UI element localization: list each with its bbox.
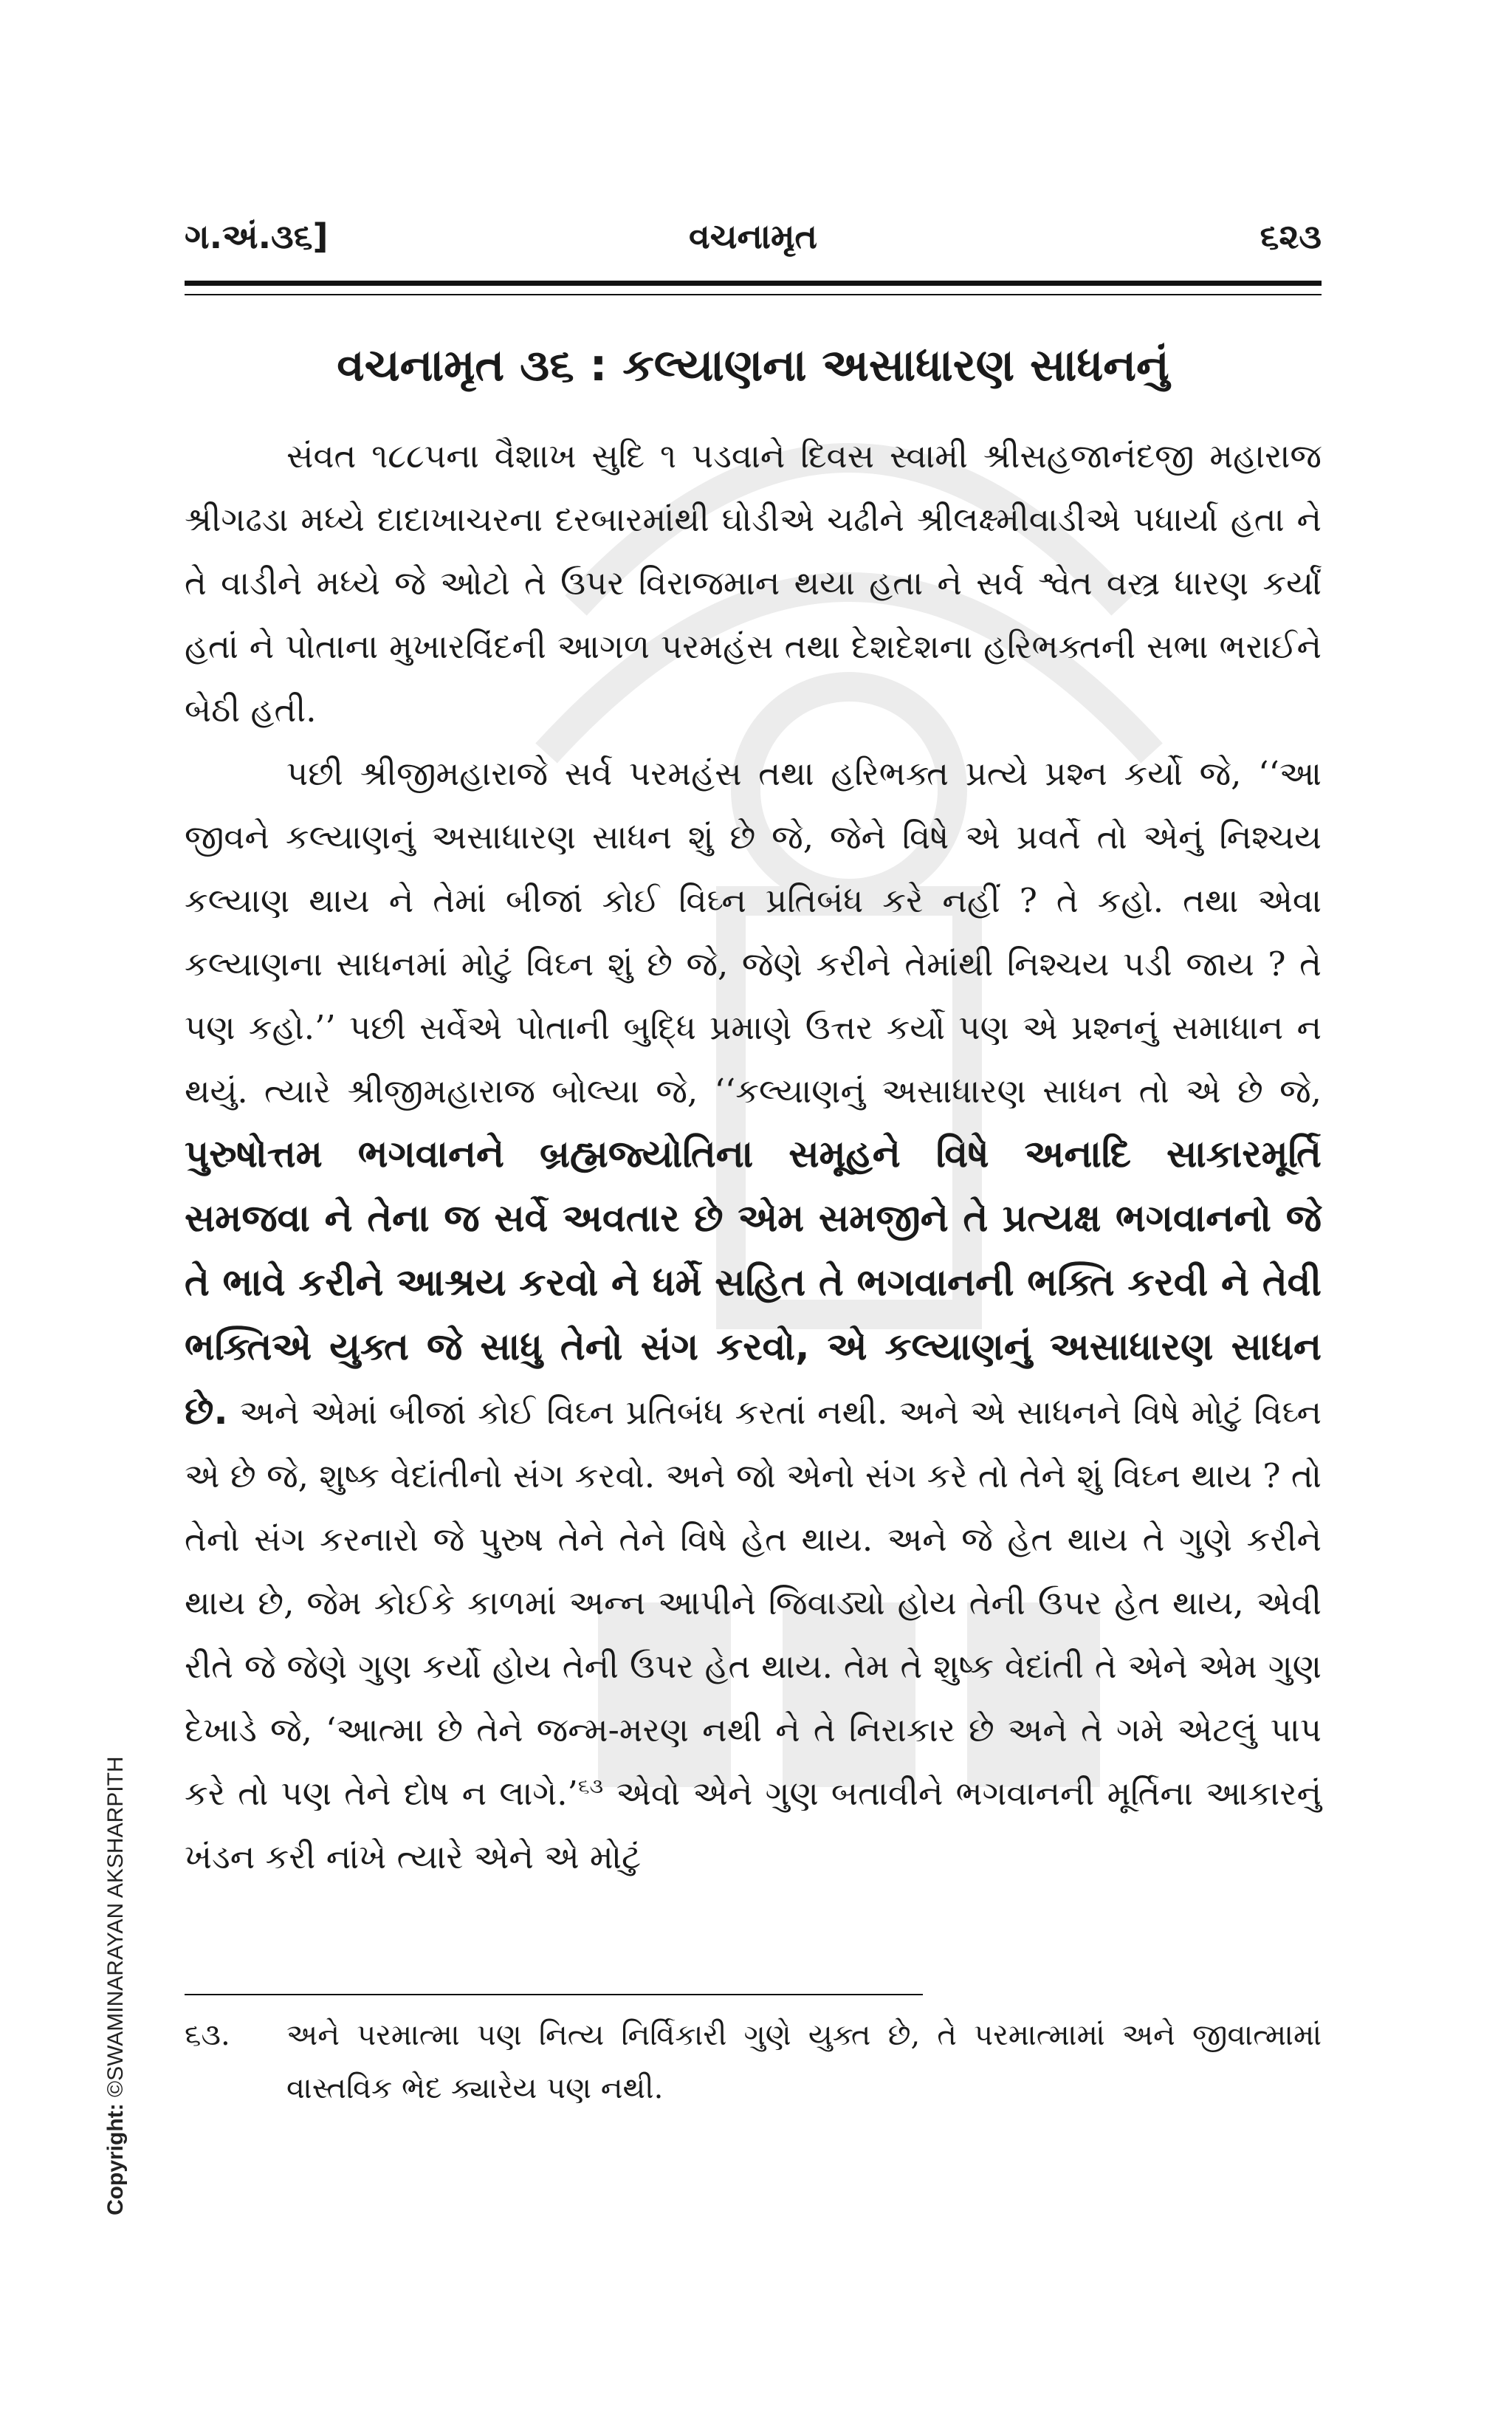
footnote-number: ૬૩. [185, 2018, 230, 2052]
emphasized-answer: પુરુષોત્તમ ભગવાનને બ્રહ્મજ્યોતિના સમૂહને વિષે અનાદિ સાકારમૂર્તિ સમજવા ને તેના જ સર્વે અવતાર છે એમ સમજીને તે પ્રત્યક્ષ ભગવાનનો જે તે ભાવે કરીને આશ્રય કરવો ને ધર્મે સહિત તે ભગવાનની ભક્તિ કરવી ને તેવી ભક્તિએ યુક્ત જે સાધુ તેનો સંગ કરવો, એ કલ્યાણનું અસાધારણ સાધન છે. [185, 1133, 1322, 1433]
copyright-notice [103, 1756, 128, 2215]
header-rule-thick [185, 281, 1322, 286]
copyright-label: Copyright: [103, 2103, 128, 2215]
footnote-rule [185, 1994, 923, 1995]
paragraph-text: એવો એને ગુણ બતાવીને ભગવાનની મૂર્તિના આકારનું ખંડન કરી નાંખે ત્યારે એને એ મોટું [185, 1774, 1322, 1876]
page-number: ૬૨૩ [1260, 216, 1322, 256]
section-reference: ગ.અં.૩૬] [185, 216, 329, 256]
paragraph-intro: સંવત ૧૮૮૫ના વૈશાખ સુદિ ૧ પડવાને દિવસ સ્વામી શ્રીસહજાનંદજી મહારાજ શ્રીગઢડા મધ્યે દાદાખાચરના દરબારમાંથી ઘોડીએ ચઢીને શ્રીલક્ષ્મીવાડીએ પધાર્યા હતા ને તે વાડીને મધ્યે જે ઓટો તે ઉપર વિરાજમાન થયા હતા ને સર્વ શ્વેત વસ્ત્ર ધારણ કર્યાં હતાં ને પોતાના મુખારવિંદની આગળ પરમહંસ તથા દેશદેશના હરિભક્તની સભા ભરાઈને બેઠી હતી. [185, 436, 1322, 730]
header-rule-thin [185, 294, 1322, 295]
chapter-title: વચનામૃત ૩૬ : કલ્યાણના અસાધારણ સાધનનું [337, 340, 1169, 391]
copyright-text: ©SWAMINARAYAN AKSHARPITH [103, 1756, 128, 2098]
book-title: વચનામૃત [689, 216, 817, 256]
footnote-text: અને પરમાત્મા પણ નિત્ય નિર્વિકારી ગુણે યુક્ત છે, તે પરમાત્મામાં અને જીવાત્મામાં વાસ્તવિક ભેદ ક્યારેય પણ નથી. [286, 2018, 1322, 2105]
footnote [185, 2009, 1322, 2115]
body-text [185, 425, 1322, 1889]
paragraph-text: અને એમાં બીજાં કોઈ વિઘ્ન પ્રતિબંધ કરતાં નથી. અને એ સાધનને વિષે મોટું વિઘ્ન એ છે જે, શુષ્ક વેદાંતીનો સંગ કરવો. અને જો એનો સંગ કરે તો તેને શું વિઘ્ન થાય ? તો તેનો સંગ કરનારો જે પુરુષ તેને તેને વિષે હેત થાય. અને જે હેત થાય તે ગુણે કરીને થાય છે, જેમ કોઈકે કાળમાં અન્ન આપીને જિવાડ્યો હોય તેની ઉપર હેત થાય, એવી રીતે જે જેણે ગુણ કર્યો હોય તેની ઉપર હેત થાય. તેમ તે શુષ્ક વેદાંતી તે એને એમ ગુણ દેખાડે જે, ‘આત્મા છે તેને જન્મ-મરણ નથી ને તે નિરાકાર છે અને તે ગમે એટલું પાપ કરે તો પણ તેને દોષ ન લાગે.’ [185, 1393, 1322, 1813]
footnote-reference: ૬૩ [577, 1774, 604, 1798]
paragraph-text: પછી શ્રીજીમહારાજે સર્વ પરમહંસ તથા હરિભક્ત પ્રત્યે પ્રશ્ન કર્યો જે, ‘‘આ જીવને કલ્યાણનું અસાધારણ સાધન શું છે જે, જેને વિષે એ પ્રવર્તે તો એનું નિશ્ચય કલ્યાણ થાય ને તેમાં બીજાં કોઈ વિઘ્ન પ્રતિબંધ કરે નહીં ? તે કહો. તથા એવા કલ્યાણના સાધનમાં મોટું વિઘ્ન શું છે જે, જેણે કરીને તેમાંથી નિશ્ચય પડી જાય ? તે પણ કહો.’’ પછી સર્વેએ પોતાની બુદ્ધિ પ્રમાણે ઉત્તર કર્યો પણ એ પ્રશ્નનું સમાધાન ન થયું. ત્યારે શ્રીજીમહારાજ બોલ્યા જે, ‘‘કલ્યાણનું અસાધારણ સાધન તો એ છે જે, [185, 754, 1322, 1111]
paragraph-question-answer [185, 742, 1322, 1889]
running-head [185, 210, 1322, 270]
